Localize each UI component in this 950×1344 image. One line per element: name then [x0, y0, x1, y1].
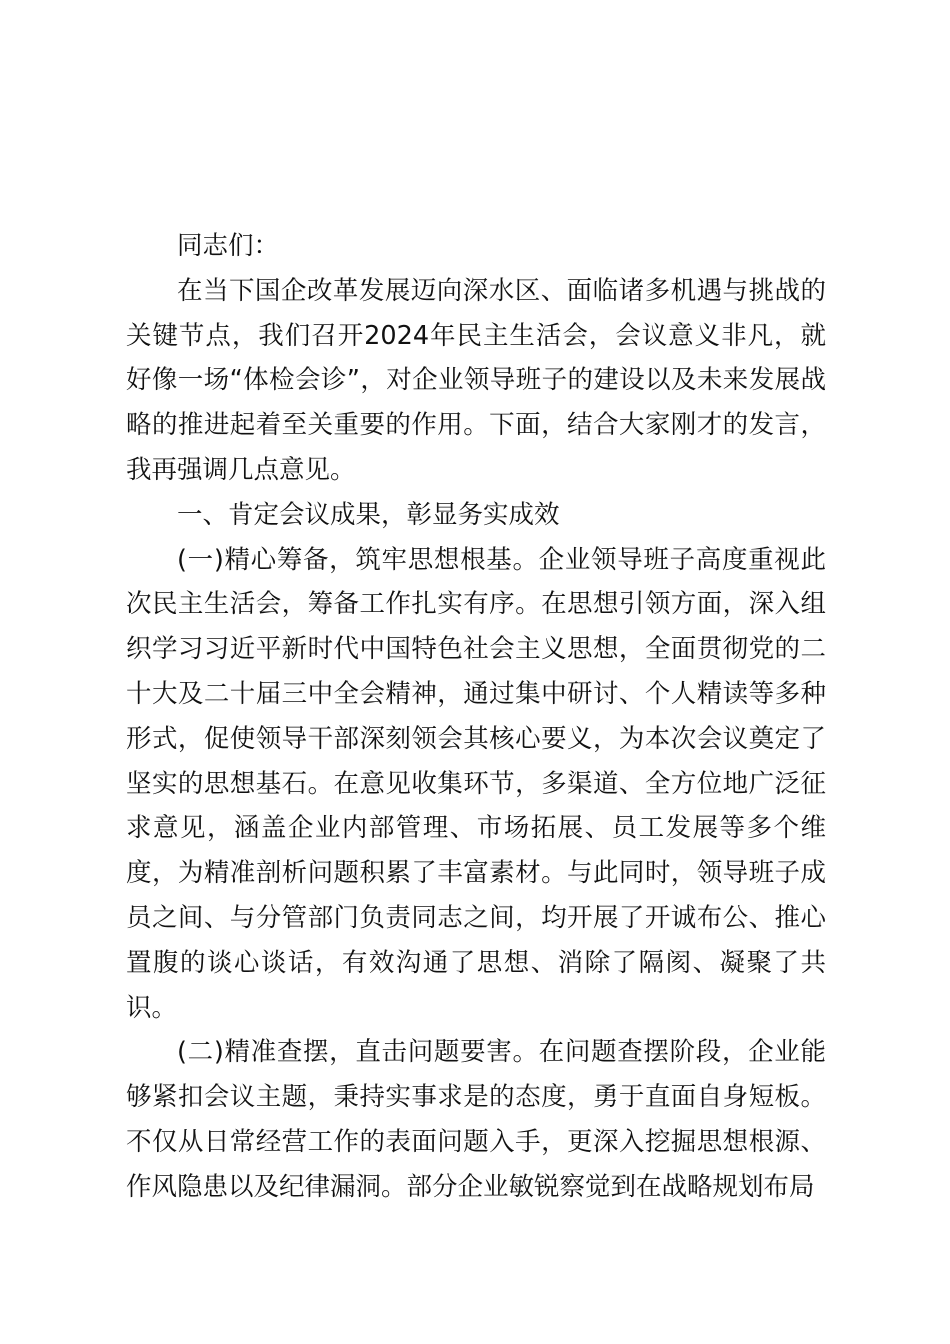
section-heading: 一、肯定会议成果，彰显务实成效	[177, 499, 560, 530]
body-paragraph: (一)精心筹备，筑牢思想根基。企业领导班子高度重视此次民主生活会，筹备工作扎实有序。在思想引领方面，深入组织学习习近平新时代中国特色社会主义思想，全面贯彻党的二十大及二十届三中全会精神，通过集中研讨、个人精读等多种形式，促使领导干部深刻领会其核心要义，为本次会议奠定了坚实的思想基石。在意见收集环节，多渠道、全方位地广泛征求意见，涵盖企业内部管理、市场拓展、员工发展等多个维度，为精准剖析问题积累了丰富素材。与此同时，领导班子成员之间、与分管部门负责同志之间，均开展了开诚布公、推心置腹的谈心谈话，有效沟通了思想、消除了隔阂、凝聚了共识。	[126, 544, 826, 1023]
body-paragraph: (二)精准查摆，直击问题要害。在问题查摆阶段，企业能够紧扣会议主题，秉持实事求是的态度，勇于直面自身短板。不仅从日常经营工作的表面问题入手，更深入挖掘思想根源、作风隐患以及纪律漏洞。部分企业敏锐察觉到在战略规划布局	[126, 1037, 826, 1202]
intro-paragraph: 在当下国企改革发展迈向深水区、面临诸多机遇与挑战的关键节点，我们召开2024年民主生活会，会议意义非凡，就好像一场“体检会诊”，对企业领导班子的建设以及未来发展战略的推进起着至关重要的作用。下面，结合大家刚才的发言，我再强调几点意见。	[126, 275, 826, 485]
greeting: 同志们：	[177, 231, 280, 261]
document-body	[126, 224, 826, 1210]
